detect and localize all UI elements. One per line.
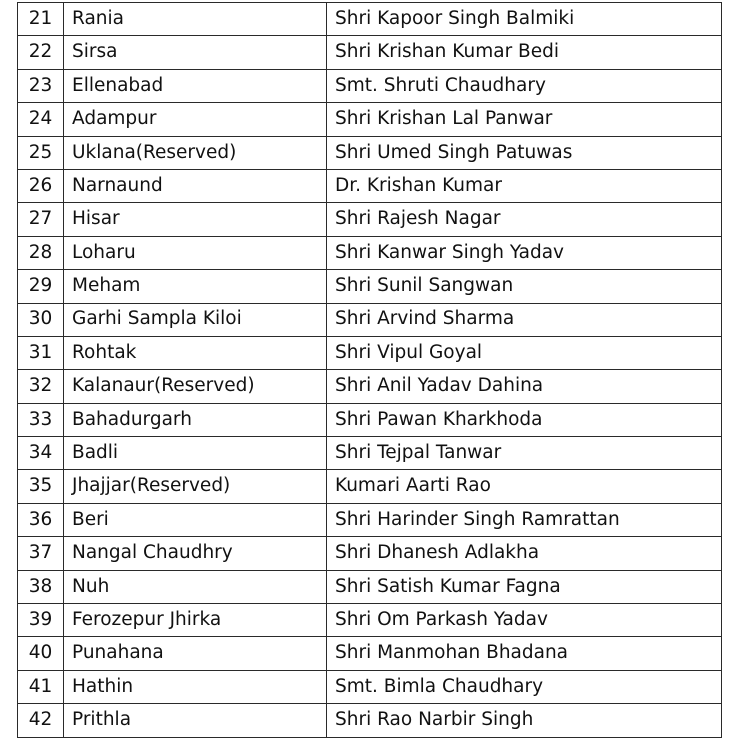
serial-number: 29: [18, 270, 64, 303]
candidate-name: Shri Om Parkash Yadav: [327, 604, 722, 637]
table-row: [18, 637, 722, 670]
candidate-name: Shri Pawan Kharkhoda: [327, 403, 722, 436]
serial-number: 28: [18, 236, 64, 269]
candidate-name: Dr. Krishan Kumar: [327, 169, 722, 202]
serial-number: 39: [18, 604, 64, 637]
candidate-name: Kumari Aarti Rao: [327, 470, 722, 503]
candidate-name: Shri Dhanesh Adlakha: [327, 537, 722, 570]
candidate-name: Smt. Bimla Chaudhary: [327, 670, 722, 703]
serial-number: 36: [18, 503, 64, 536]
candidate-name: Shri Krishan Lal Panwar: [327, 103, 722, 136]
constituency-name: Bahadurgarh: [64, 403, 327, 436]
constituency-name: Beri: [64, 503, 327, 536]
table-row: [18, 403, 722, 436]
constituency-name: Loharu: [64, 236, 327, 269]
constituency-name: Punahana: [64, 637, 327, 670]
candidate-name: Shri Harinder Singh Ramrattan: [327, 503, 722, 536]
constituency-name: Kalanaur(Reserved): [64, 370, 327, 403]
table-row: [18, 437, 722, 470]
table-row: [18, 604, 722, 637]
serial-number: 35: [18, 470, 64, 503]
serial-number: 30: [18, 303, 64, 336]
serial-number: 40: [18, 637, 64, 670]
serial-number: 33: [18, 403, 64, 436]
constituency-name: Adampur: [64, 103, 327, 136]
table-row: [18, 136, 722, 169]
serial-number: 31: [18, 336, 64, 369]
constituency-name: Hisar: [64, 203, 327, 236]
candidate-name: Shri Satish Kumar Fagna: [327, 570, 722, 603]
table-row: [18, 570, 722, 603]
constituency-name: Ellenabad: [64, 69, 327, 102]
serial-number: 42: [18, 704, 64, 737]
candidate-name: Shri Kanwar Singh Yadav: [327, 236, 722, 269]
candidate-name: Shri Vipul Goyal: [327, 336, 722, 369]
candidate-name: Shri Kapoor Singh Balmiki: [327, 3, 722, 36]
serial-number: 21: [18, 3, 64, 36]
table-row: [18, 370, 722, 403]
serial-number: 32: [18, 370, 64, 403]
table-row: [18, 537, 722, 570]
candidate-list-table: [17, 2, 722, 738]
table-row: [18, 169, 722, 202]
constituency-name: Nuh: [64, 570, 327, 603]
constituency-name: Badli: [64, 437, 327, 470]
constituency-name: Ferozepur Jhirka: [64, 604, 327, 637]
serial-number: 24: [18, 103, 64, 136]
serial-number: 38: [18, 570, 64, 603]
constituency-name: Prithla: [64, 704, 327, 737]
table-row: [18, 503, 722, 536]
constituency-name: Hathin: [64, 670, 327, 703]
constituency-name: Uklana(Reserved): [64, 136, 327, 169]
serial-number: 22: [18, 36, 64, 69]
constituency-name: Sirsa: [64, 36, 327, 69]
candidate-name: Shri Sunil Sangwan: [327, 270, 722, 303]
candidate-name: Shri Tejpal Tanwar: [327, 437, 722, 470]
constituency-name: Narnaund: [64, 169, 327, 202]
serial-number: 34: [18, 437, 64, 470]
table-row: [18, 236, 722, 269]
table-row: [18, 336, 722, 369]
constituency-name: Garhi Sampla Kiloi: [64, 303, 327, 336]
table-row: [18, 69, 722, 102]
table-row: [18, 203, 722, 236]
serial-number: 41: [18, 670, 64, 703]
serial-number: 25: [18, 136, 64, 169]
candidate-name: Shri Umed Singh Patuwas: [327, 136, 722, 169]
serial-number: 23: [18, 69, 64, 102]
candidate-name: Shri Rao Narbir Singh: [327, 704, 722, 737]
table-row: [18, 36, 722, 69]
candidate-name: Shri Anil Yadav Dahina: [327, 370, 722, 403]
table-row: [18, 704, 722, 737]
constituency-name: Rania: [64, 3, 327, 36]
table-row: [18, 270, 722, 303]
constituency-name: Meham: [64, 270, 327, 303]
table-row: [18, 670, 722, 703]
candidate-name: Smt. Shruti Chaudhary: [327, 69, 722, 102]
serial-number: 27: [18, 203, 64, 236]
candidate-name: Shri Krishan Kumar Bedi: [327, 36, 722, 69]
serial-number: 26: [18, 169, 64, 202]
table-row: [18, 470, 722, 503]
table-row: [18, 3, 722, 36]
serial-number: 37: [18, 537, 64, 570]
constituency-name: Rohtak: [64, 336, 327, 369]
table-row: [18, 103, 722, 136]
candidate-name: Shri Manmohan Bhadana: [327, 637, 722, 670]
constituency-name: Nangal Chaudhry: [64, 537, 327, 570]
candidate-name: Shri Arvind Sharma: [327, 303, 722, 336]
candidate-table-body: [18, 3, 722, 738]
constituency-name: Jhajjar(Reserved): [64, 470, 327, 503]
table-row: [18, 303, 722, 336]
candidate-name: Shri Rajesh Nagar: [327, 203, 722, 236]
